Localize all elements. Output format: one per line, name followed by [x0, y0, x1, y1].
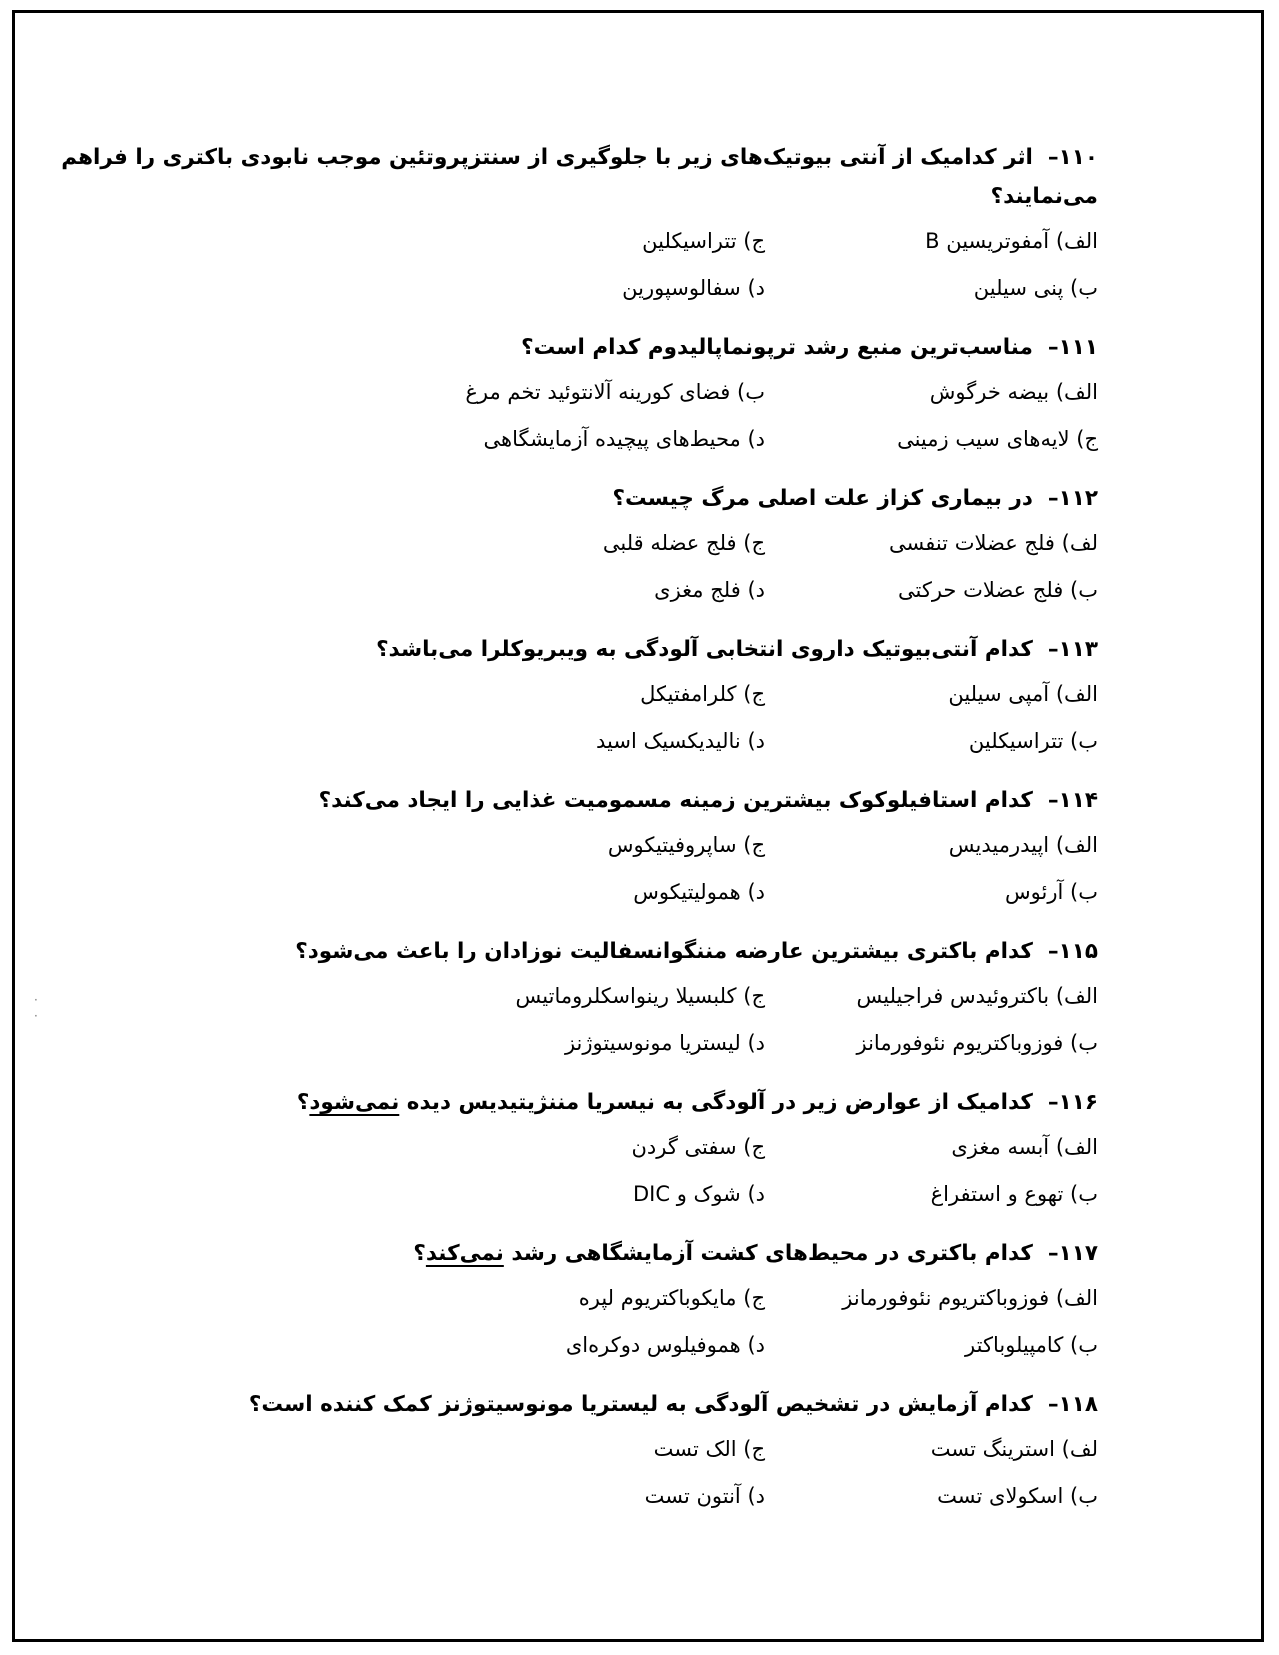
option-label: د)	[747, 1333, 765, 1357]
question-number: ۱۱۵	[1058, 939, 1098, 964]
option-text: تتراسیکلین	[642, 229, 737, 253]
options	[30, 1128, 1098, 1214]
question-text: کدام آزمایش در تشخیص آلودگی به لیستریا مونوسیتوژنز کمک کننده است؟	[248, 1392, 1033, 1417]
option-jim[interactable]	[30, 675, 765, 714]
exam-page	[30, 138, 1098, 1536]
option-alef[interactable]	[765, 373, 1098, 412]
option-be[interactable]	[765, 1175, 1098, 1214]
question-text: کدام باکتری بیشترین عارضه مننگوانسفالیت نوزادان را باعث می‌شود؟	[295, 939, 1033, 964]
option-text: باکتروئیدس فراجیلیس	[856, 984, 1050, 1008]
option-dal[interactable]	[30, 420, 765, 459]
option-jim[interactable]	[30, 977, 765, 1016]
option-dal[interactable]	[30, 269, 765, 308]
option-label: د)	[747, 276, 765, 300]
options	[30, 1430, 1098, 1516]
options	[30, 524, 1098, 610]
question-stem: ۱۱۴– کدام استافیلوکوک بیشترین زمینه مسمومیت غذایی را ایجاد می‌کند؟	[318, 788, 1098, 813]
option-label: ج)	[743, 1135, 765, 1159]
option-label: ج)	[743, 531, 765, 555]
scan-specks: · ·	[34, 993, 38, 1023]
question-number: ۱۱۸	[1058, 1392, 1098, 1417]
question-number: ۱۱۴	[1058, 788, 1098, 813]
question-number: ۱۱۶	[1058, 1090, 1098, 1115]
question-number: ۱۱۳	[1058, 637, 1098, 662]
option-label: الف)	[1055, 1135, 1098, 1159]
option-alef[interactable]	[765, 524, 1098, 563]
question-text: کدام استافیلوکوک بیشترین زمینه مسمومیت غذایی را ایجاد می‌کند؟	[318, 788, 1033, 813]
option-be[interactable]	[765, 1326, 1098, 1365]
option-alef[interactable]	[765, 222, 1098, 261]
options	[30, 675, 1098, 761]
option-dal[interactable]	[30, 571, 765, 610]
option-label: ب)	[1070, 880, 1098, 904]
option-be[interactable]	[765, 873, 1098, 912]
option-label: ج)	[743, 984, 765, 1008]
question-114	[30, 781, 1098, 912]
option-text: لایه‌های سیب زمینی	[897, 427, 1070, 451]
emphasis-underline: نمی‌شود	[309, 1090, 400, 1115]
option-label: ب)	[1070, 1182, 1098, 1206]
question-stem: ۱۱۸– کدام آزمایش در تشخیص آلودگی به لیستریا مونوسیتوژنز کمک کننده است؟	[248, 1392, 1098, 1417]
option-text: شوک و DIC	[633, 1182, 741, 1206]
option-text: اسکولای تست	[937, 1484, 1064, 1508]
option-text: الک تست	[653, 1437, 737, 1461]
option-text: فلج عضلات تنفسی	[888, 531, 1055, 555]
option-jim[interactable]	[30, 1279, 765, 1318]
option-alef[interactable]	[765, 675, 1098, 714]
question-text: مناسب‌ترین منبع رشد ترپونماپالیدوم کدام است؟	[521, 335, 1033, 360]
option-be[interactable]	[765, 1477, 1098, 1516]
question-number: ۱۱۲	[1058, 486, 1098, 511]
option-jim[interactable]	[30, 222, 765, 261]
option-text: فلج عضله قلبی	[602, 531, 737, 555]
option-label: لف)	[1061, 1437, 1098, 1461]
option-label: ج)	[743, 229, 765, 253]
question-number: ۱۱۰	[1058, 145, 1098, 170]
question-text: در بیماری کزاز علت اصلی مرگ چیست؟	[612, 486, 1033, 511]
option-be[interactable]	[30, 373, 765, 412]
option-text: نالیدیکسیک اسید	[595, 729, 741, 753]
question-stem: ۱۱۶– کدامیک از عوارض زیر در آلودگی به نیسریا مننژیتیدیس دیده نمی‌شود؟	[296, 1090, 1098, 1115]
option-label: ج)	[743, 1286, 765, 1310]
question-110	[30, 138, 1098, 308]
option-dal[interactable]	[30, 1175, 765, 1214]
option-text: استرینگ تست	[930, 1437, 1055, 1461]
option-label: ب)	[1070, 729, 1098, 753]
option-jim[interactable]	[765, 420, 1098, 459]
option-be[interactable]	[765, 722, 1098, 761]
option-label: ب)	[1070, 1031, 1098, 1055]
option-alef[interactable]	[765, 826, 1098, 865]
option-text: آمپی سیلین	[948, 682, 1050, 706]
question-113	[30, 630, 1098, 761]
question-text: اثر کدامیک از آنتی بیوتیک‌های زیر با جلوگیری از سنتزپروتئین موجب نابودی باکتری را فراهم می‌نمایند؟	[61, 145, 1098, 209]
question-stem: ۱۱۰– اثر کدامیک از آنتی بیوتیک‌های زیر با جلوگیری از سنتزپروتئین موجب نابودی باکتری را فراهم می‌نمایند؟	[61, 145, 1098, 209]
option-label: د)	[747, 729, 765, 753]
option-label: ب)	[1070, 1333, 1098, 1357]
option-text: آمفوتریسین B	[925, 229, 1050, 253]
option-label: د)	[747, 880, 765, 904]
option-label: د)	[747, 427, 765, 451]
option-dal[interactable]	[30, 873, 765, 912]
option-label: د)	[747, 1484, 765, 1508]
question-stem: ۱۱۲– در بیماری کزاز علت اصلی مرگ چیست؟	[612, 486, 1098, 511]
option-dal[interactable]	[30, 722, 765, 761]
option-label: لف)	[1061, 531, 1098, 555]
option-text: کلبسیلا رینواسکلروماتیس	[515, 984, 737, 1008]
option-text: تتراسیکلین	[968, 729, 1064, 753]
question-116	[30, 1083, 1098, 1214]
option-jim[interactable]	[30, 826, 765, 865]
option-text: آرئوس	[1005, 880, 1064, 904]
option-text: کلرامفتیکل	[640, 682, 737, 706]
question-text: کدامیک از عوارض زیر در آلودگی به نیسریا مننژیتیدیس دیده	[399, 1090, 1033, 1115]
option-text: بیضه خرگوش	[929, 380, 1050, 404]
question-111	[30, 328, 1098, 459]
question-number: ۱۱۷	[1058, 1241, 1098, 1266]
option-alef[interactable]	[765, 1430, 1098, 1469]
option-label: د)	[747, 578, 765, 602]
question-text: کدام آنتی‌بیوتیک داروی انتخابی آلودگی به ویبریوکلرا می‌باشد؟	[376, 637, 1033, 662]
question-112	[30, 479, 1098, 610]
option-text: لیستریا مونوسیتوژنز	[564, 1031, 741, 1055]
option-label: الف)	[1055, 833, 1098, 857]
question-117	[30, 1234, 1098, 1365]
option-text: محیط‌های پیچیده آزمایشگاهی	[483, 427, 741, 451]
option-label: ب)	[1070, 1484, 1098, 1508]
option-label: ب)	[1070, 578, 1098, 602]
option-label: الف)	[1055, 682, 1098, 706]
option-label: ج)	[1076, 427, 1098, 451]
option-text: همولیتیکوس	[633, 880, 741, 904]
option-text: مایکوباکتریوم لپره	[578, 1286, 737, 1310]
option-dal[interactable]	[30, 1477, 765, 1516]
option-jim[interactable]	[30, 1430, 765, 1469]
option-be[interactable]	[765, 1024, 1098, 1063]
option-text: ساپروفیتیکوس	[607, 833, 737, 857]
option-alef[interactable]	[765, 977, 1098, 1016]
option-text: سفتی گردن	[631, 1135, 737, 1159]
option-text: پنی سیلین	[973, 276, 1064, 300]
option-label: الف)	[1055, 984, 1098, 1008]
question-stem: ۱۱۷– کدام باکتری در محیط‌های کشت آزمایشگاهی رشد نمی‌کند؟	[413, 1241, 1098, 1266]
option-text: هموفیلوس دوکره‌ای	[565, 1333, 741, 1357]
option-text: فوزوباکتریوم نئوفورمانز	[856, 1031, 1064, 1055]
option-text: کامپیلوباکتر	[965, 1333, 1064, 1357]
option-label: ب)	[737, 380, 765, 404]
options	[30, 1279, 1098, 1365]
options	[30, 977, 1098, 1063]
question-115	[30, 932, 1098, 1063]
option-text: تهوع و استفراغ	[930, 1182, 1064, 1206]
option-label: ج)	[743, 833, 765, 857]
option-text: فلج عضلات حرکتی	[897, 578, 1064, 602]
options	[30, 222, 1098, 308]
option-dal[interactable]	[30, 1024, 765, 1063]
option-text: آنتون تست	[644, 1484, 741, 1508]
question-mark: ؟	[413, 1241, 426, 1266]
option-alef[interactable]	[765, 1279, 1098, 1318]
question-number: ۱۱۱	[1058, 335, 1098, 360]
option-jim[interactable]	[30, 524, 765, 563]
option-text: اپیدرمیدیس	[948, 833, 1050, 857]
question-stem: ۱۱۱– مناسب‌ترین منبع رشد ترپونماپالیدوم کدام است؟	[521, 335, 1098, 360]
option-text: فوزوباکتریوم نئوفورمانز	[842, 1286, 1050, 1310]
option-dal[interactable]	[30, 1326, 765, 1365]
question-text: کدام باکتری در محیط‌های کشت آزمایشگاهی رشد	[503, 1241, 1033, 1266]
option-label: ج)	[743, 1437, 765, 1461]
option-label: الف)	[1055, 229, 1098, 253]
option-label: الف)	[1055, 380, 1098, 404]
option-label: د)	[747, 1031, 765, 1055]
options	[30, 826, 1098, 912]
option-text: آبسه مغزی	[951, 1135, 1050, 1159]
option-be[interactable]	[765, 571, 1098, 610]
question-118	[30, 1385, 1098, 1516]
option-label: ب)	[1070, 276, 1098, 300]
question-stem: ۱۱۵– کدام باکتری بیشترین عارضه مننگوانسفالیت نوزادان را باعث می‌شود؟	[295, 939, 1098, 964]
question-mark: ؟	[296, 1090, 310, 1115]
option-label: ج)	[743, 682, 765, 706]
option-be[interactable]	[765, 269, 1098, 308]
option-text: سفالوسپورین	[622, 276, 741, 300]
option-label: الف)	[1055, 1286, 1098, 1310]
option-text: فضای کورینه آلانتوئید تخم مرغ	[465, 380, 731, 404]
options	[30, 373, 1098, 459]
option-jim[interactable]	[30, 1128, 765, 1167]
emphasis-underline: نمی‌کند	[425, 1241, 504, 1266]
question-stem: ۱۱۳– کدام آنتی‌بیوتیک داروی انتخابی آلودگی به ویبریوکلرا می‌باشد؟	[376, 637, 1098, 662]
option-alef[interactable]	[765, 1128, 1098, 1167]
option-label: د)	[747, 1182, 765, 1206]
option-text: فلج مغزی	[654, 578, 741, 602]
